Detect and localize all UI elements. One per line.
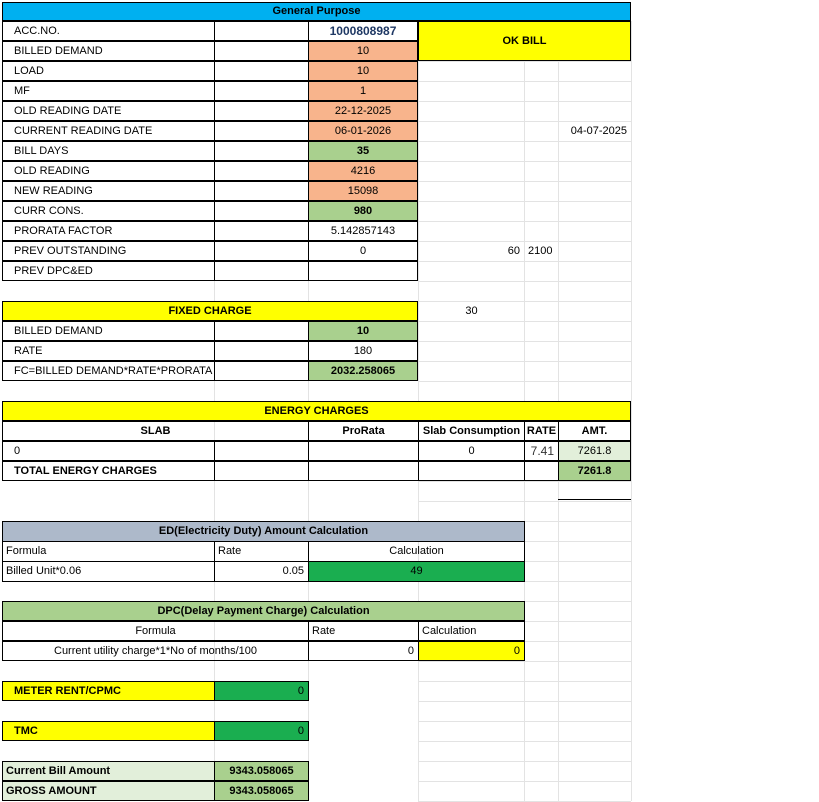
dpc-calculation[interactable]: 0 bbox=[418, 641, 525, 661]
side-value-60[interactable]: 60 bbox=[507, 244, 520, 257]
gridline-horizontal bbox=[418, 101, 631, 102]
value-old-reading[interactable]: 4216 bbox=[308, 161, 418, 181]
gridline-horizontal bbox=[418, 321, 631, 322]
blank-cell[interactable] bbox=[214, 81, 309, 101]
blank-cell[interactable] bbox=[214, 461, 309, 481]
gridline-horizontal bbox=[418, 201, 631, 202]
gridline-horizontal bbox=[418, 221, 631, 222]
gridline-horizontal bbox=[418, 761, 631, 762]
gridline-horizontal bbox=[418, 261, 631, 262]
ed-calculation[interactable]: 49 bbox=[308, 561, 525, 582]
value-fc-total[interactable]: 2032.258065 bbox=[308, 361, 418, 381]
gridline-horizontal bbox=[418, 81, 631, 82]
header-prorata: ProRata bbox=[308, 421, 419, 441]
blank-cell[interactable] bbox=[214, 441, 309, 461]
label-bill-days: BILL DAYS bbox=[2, 141, 215, 161]
value-prev-dpc-ed[interactable] bbox=[308, 261, 418, 281]
label-old-reading: OLD READING bbox=[2, 161, 215, 181]
gridline-horizontal bbox=[418, 61, 631, 62]
label-billed-demand: BILLED DEMAND bbox=[2, 41, 215, 61]
blank-cell[interactable] bbox=[308, 461, 419, 481]
label-prev-outstanding: PREV OUTSTANDING bbox=[2, 241, 215, 261]
label-old-reading-date: OLD READING DATE bbox=[2, 101, 215, 121]
value-billed-demand[interactable]: 10 bbox=[308, 41, 418, 61]
tmc-value[interactable]: 0 bbox=[214, 721, 309, 741]
label-curr-cons: CURR CONS. bbox=[2, 201, 215, 221]
total-energy-charges-value[interactable]: 7261.8 bbox=[558, 461, 631, 481]
general-purpose-title: General Purpose bbox=[2, 2, 631, 21]
total-energy-charges-label: TOTAL ENERGY CHARGES bbox=[2, 461, 215, 481]
value-current-reading-date[interactable]: 06-01-2026 bbox=[308, 121, 418, 141]
value-bill-days[interactable]: 35 bbox=[308, 141, 418, 161]
tmc-label: TMC bbox=[2, 721, 215, 741]
header-rate: RATE bbox=[524, 421, 559, 441]
gridline-horizontal bbox=[418, 381, 631, 382]
gridline-vertical bbox=[631, 21, 632, 801]
blank-cell[interactable] bbox=[214, 321, 309, 341]
label-new-reading: NEW READING bbox=[2, 181, 215, 201]
side-date[interactable]: 04-07-2025 bbox=[570, 124, 627, 137]
gridline-horizontal bbox=[418, 361, 631, 362]
dpc-formula[interactable]: Current utility charge*1*No of months/100 bbox=[2, 641, 309, 661]
gridline-horizontal bbox=[418, 341, 631, 342]
value-fc-billed-demand[interactable]: 10 bbox=[308, 321, 418, 341]
dpc-rate[interactable]: 0 bbox=[308, 641, 419, 661]
label-fc-formula: FC=BILLED DEMAND*RATE*PRORATA bbox=[2, 361, 215, 381]
ed-calc-title: ED(Electricity Duty) Amount Calculation bbox=[2, 521, 525, 542]
value-mf[interactable]: 1 bbox=[308, 81, 418, 101]
label-fc-rate: RATE bbox=[2, 341, 215, 361]
label-prev-dpc-ed: PREV DPC&ED bbox=[2, 261, 215, 281]
dpc-header-formula: Formula bbox=[2, 621, 309, 641]
ed-rate[interactable]: 0.05 bbox=[214, 561, 309, 582]
ed-header-calculation: Calculation bbox=[308, 541, 525, 562]
value-new-reading[interactable]: 15098 bbox=[308, 181, 418, 201]
gridline-horizontal bbox=[418, 481, 631, 482]
gridline-horizontal bbox=[418, 781, 631, 782]
value-prev-outstanding[interactable]: 0 bbox=[308, 241, 418, 261]
blank-cell[interactable] bbox=[214, 21, 309, 41]
energy-charges-title: ENERGY CHARGES bbox=[2, 401, 631, 421]
blank-cell[interactable] bbox=[214, 201, 309, 221]
blank-cell[interactable] bbox=[214, 121, 309, 141]
meter-rent-label: METER RENT/CPMC bbox=[2, 681, 215, 701]
value-prorata-factor[interactable]: 5.142857143 bbox=[308, 221, 418, 241]
gross-amount-value[interactable]: 9343.058065 bbox=[214, 781, 309, 801]
label-fc-billed-demand: BILLED DEMAND bbox=[2, 321, 215, 341]
label-mf: MF bbox=[2, 81, 215, 101]
blank-cell[interactable] bbox=[214, 61, 309, 81]
blank-cell[interactable] bbox=[214, 261, 309, 281]
current-bill-amount-label: Current Bill Amount bbox=[2, 761, 215, 781]
label-prorata-factor: PRORATA FACTOR bbox=[2, 221, 215, 241]
value-load[interactable]: 10 bbox=[308, 61, 418, 81]
gridline-horizontal bbox=[418, 681, 631, 682]
energy-slab-value[interactable]: 0 bbox=[2, 441, 215, 461]
blank-cell[interactable] bbox=[214, 141, 309, 161]
gridline-horizontal bbox=[418, 501, 631, 502]
current-bill-amount-value[interactable]: 9343.058065 bbox=[214, 761, 309, 781]
blank-cell[interactable] bbox=[214, 161, 309, 181]
value-old-reading-date[interactable]: 22-12-2025 bbox=[308, 101, 418, 121]
energy-slab-consumption-value[interactable]: 0 bbox=[418, 441, 525, 461]
header-amt: AMT. bbox=[558, 421, 631, 441]
header-slab: SLAB bbox=[2, 421, 309, 441]
dpc-header-rate: Rate bbox=[308, 621, 419, 641]
gridline-horizontal bbox=[418, 141, 631, 142]
label-current-reading-date: CURRENT READING DATE bbox=[2, 121, 215, 141]
value-curr-cons[interactable]: 980 bbox=[308, 201, 418, 221]
energy-prorata-value[interactable] bbox=[308, 441, 419, 461]
dpc-header-calculation: Calculation bbox=[418, 621, 525, 641]
gridline-horizontal bbox=[418, 701, 631, 702]
blank-cell[interactable] bbox=[524, 461, 559, 481]
underline bbox=[558, 499, 631, 500]
blank-cell[interactable] bbox=[214, 181, 309, 201]
dpc-calc-title: DPC(Delay Payment Charge) Calculation bbox=[2, 601, 525, 621]
ok-bill-status: OK BILL bbox=[418, 21, 631, 61]
label-load: LOAD bbox=[2, 61, 215, 81]
energy-rate-value[interactable]: 7.41 bbox=[524, 441, 559, 461]
gross-amount-label: GROSS AMOUNT bbox=[2, 781, 215, 801]
gridline-horizontal bbox=[418, 741, 631, 742]
ed-header-rate: Rate bbox=[214, 541, 309, 562]
gridline-horizontal bbox=[418, 281, 631, 282]
blank-cell[interactable] bbox=[214, 41, 309, 61]
header-slab-consumption: Slab Consumption bbox=[418, 421, 525, 441]
blank-cell[interactable] bbox=[214, 221, 309, 241]
ed-header-formula: Formula bbox=[2, 541, 215, 562]
energy-amt-value[interactable]: 7261.8 bbox=[558, 441, 631, 461]
fixed-charge-title: FIXED CHARGE bbox=[2, 301, 418, 321]
gridline-horizontal bbox=[418, 161, 631, 162]
ed-formula[interactable]: Billed Unit*0.06 bbox=[2, 561, 215, 582]
gridline-horizontal bbox=[418, 661, 631, 662]
meter-rent-value[interactable]: 0 bbox=[214, 681, 309, 701]
gridline-horizontal bbox=[418, 721, 631, 722]
label-acc-no: ACC.NO. bbox=[2, 21, 215, 41]
blank-cell[interactable] bbox=[418, 461, 525, 481]
blank-cell[interactable] bbox=[214, 241, 309, 261]
side-value-2100[interactable]: 2100 bbox=[528, 244, 553, 257]
value-fc-rate[interactable]: 180 bbox=[308, 341, 418, 361]
fixed-charge-side-value[interactable]: 30 bbox=[465, 304, 478, 317]
blank-cell[interactable] bbox=[214, 361, 309, 381]
gridline-horizontal bbox=[418, 181, 631, 182]
blank-cell[interactable] bbox=[214, 101, 309, 121]
blank-cell[interactable] bbox=[214, 341, 309, 361]
value-acc-no[interactable]: 1000808987 bbox=[308, 21, 418, 41]
